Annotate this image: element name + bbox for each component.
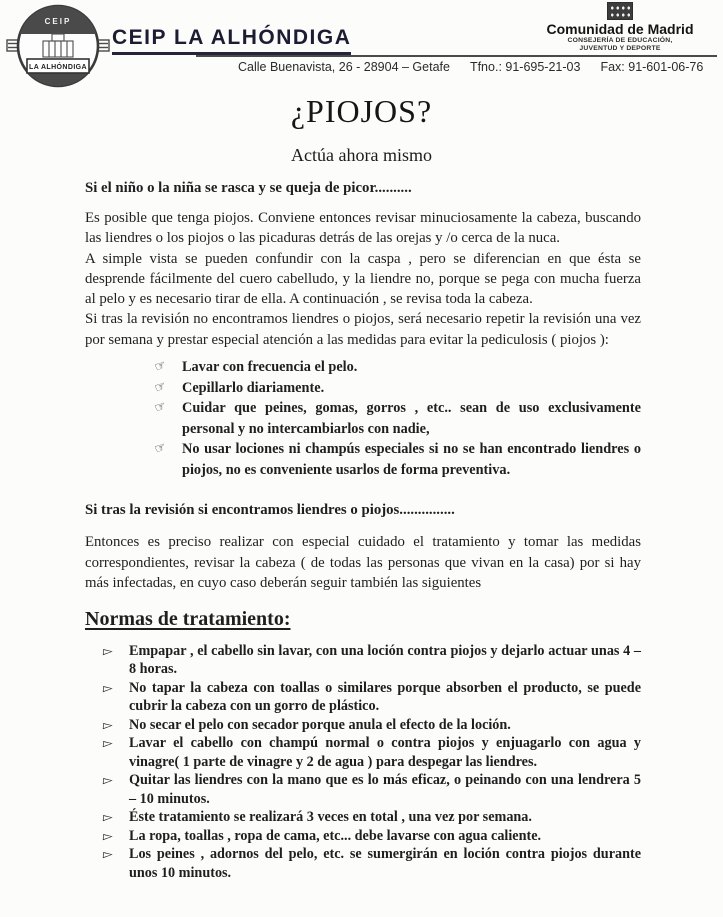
arrowhead-bullet-icon: ▻ <box>102 845 114 862</box>
hand-pointer-icon: ☞ <box>152 398 169 417</box>
document-body <box>0 178 723 882</box>
list-item: ☞ Lavar con frecuencia el pelo. <box>152 357 358 376</box>
treatment-heading: Normas de tratamiento: <box>85 607 291 630</box>
paragraph: Es posible que tenga piojos. Conviene entonces revisar minuciosamente la cabeza, buscando las liendres o los piojos o las picaduras detrás de las orejas y /o cerca de la nuca. <box>85 210 641 247</box>
list-item: ☞ No usar lociones ni champús especiales si no se han encontrado liendres o piojos, no es conveniente usarlos de forma preventiva. <box>152 439 641 478</box>
list-item: ▻ La ropa, toallas , ropa de cama, etc... debe lavarse con agua caliente. <box>102 827 542 844</box>
arrowhead-bullet-icon: ▻ <box>102 642 114 658</box>
paragraph: A simple vista se pueden confundir con la caspa , pero se diferencian en que ésta se desprende fácilmente del cuero cabelludo, y la liendre no, porque se pega con mucha fuerza al pelo y es necesario tirar de ella. A continuación , se revisa toda la cabeza. <box>85 250 641 308</box>
svg-text:CEIP: CEIP <box>44 17 72 26</box>
region-logo-block <box>525 2 715 53</box>
arrowhead-bullet-icon: ▻ <box>102 734 114 751</box>
contact-line <box>238 60 719 74</box>
intro-heading: Si el niño o la niña se rasca y se queja de picor.......... <box>85 180 412 196</box>
list-item: ▻ Empapar , el cabello sin lavar, con una loción contra piojos y dejarlo actuar unas 4 – 8 horas. <box>102 642 641 678</box>
found-heading: Si tras la revisión si encontramos liendres o piojos............... <box>85 502 455 519</box>
treatment-list <box>85 642 641 883</box>
list-item: ▻ Los peines , adornos del pelo, etc. se sumergirán en loción contra piojos durante unos 10 minutos. <box>102 845 641 881</box>
found-paragraph: Entonces es preciso realizar con especial cuidado el tratamiento y tomar las medidas correspondientes, revisar la cabeza ( de todas las personas que vivan en la casa) por si hay más infectadas, en cuyo caso deberán seguir también las siguientes <box>85 534 641 592</box>
header-divider <box>196 55 717 57</box>
prevention-list <box>85 357 641 480</box>
list-item: ▻ No secar el pelo con secador porque anula el efecto de la loción. <box>102 716 511 733</box>
list-item: ☞ Cuidar que peines, gomas, gorros , etc.. sean de uso exclusivamente personal y no intercambiarlos con nadie, <box>152 398 641 437</box>
page-title: ¿PIOJOS? <box>290 93 433 129</box>
list-item: ▻ Quitar las liendres con la mano que es lo más eficaz, o peinando con una lendrera 5 – 10 minutos. <box>102 771 641 807</box>
list-item: ☞ Cepillarlo diariamente. <box>152 377 325 397</box>
arrowhead-bullet-icon: ▻ <box>102 827 114 843</box>
arrowhead-bullet-icon: ▻ <box>102 679 114 695</box>
paragraph: Si tras la revisión no encontramos liendres o piojos, será necesario repetir la revisión una vez por semana y prestar especial atención a las medidas para evitar la pediculosis ( piojos ): <box>85 311 641 348</box>
hand-pointer-icon: ☞ <box>152 357 169 376</box>
region-name: Comunidad de Madrid <box>546 21 694 37</box>
madrid-flag-icon <box>607 2 633 20</box>
hand-pointer-icon: ☞ <box>152 439 169 458</box>
school-seal-logo <box>6 2 110 99</box>
arrowhead-bullet-icon: ▻ <box>102 771 114 788</box>
arrowhead-bullet-icon: ▻ <box>102 808 114 825</box>
school-phone: Tfno.: 91-695-21-03 <box>469 60 581 74</box>
intro-paragraphs <box>85 208 641 350</box>
list-item: ▻ Lavar el cabello con champú normal o contra piojos y enjuagarlo con agua y vinagre( 1 parte de vinagre y 2 de agua ) para despegar las liendres. <box>102 734 641 770</box>
hand-pointer-icon: ☞ <box>152 377 169 397</box>
list-item: ▻ Éste tratamiento se realizará 3 veces en total , una vez por semana. <box>102 808 532 826</box>
school-name: CEIP LA ALHÓNDIGA <box>112 26 351 55</box>
page-subtitle: Actúa ahora mismo <box>291 145 432 165</box>
school-building-icon <box>6 2 110 94</box>
school-fax: Fax: 91-601-06-76 <box>600 60 704 74</box>
list-item: ▻ No tapar la cabeza con toallas o similares porque absorben el producto, se puede cubrir la cabeza con un gorro de plástico. <box>102 679 641 715</box>
arrowhead-bullet-icon: ▻ <box>102 716 114 732</box>
school-address: Calle Buenavista, 26 - 28904 – Getafe <box>238 60 450 74</box>
letterhead <box>0 0 723 78</box>
svg-text:LA ALHÓNDIGA: LA ALHÓNDIGA <box>29 64 87 71</box>
region-department: CONSEJERÍA DE EDUCACIÓN, JUVENTUD Y DEPORTE <box>567 37 673 52</box>
